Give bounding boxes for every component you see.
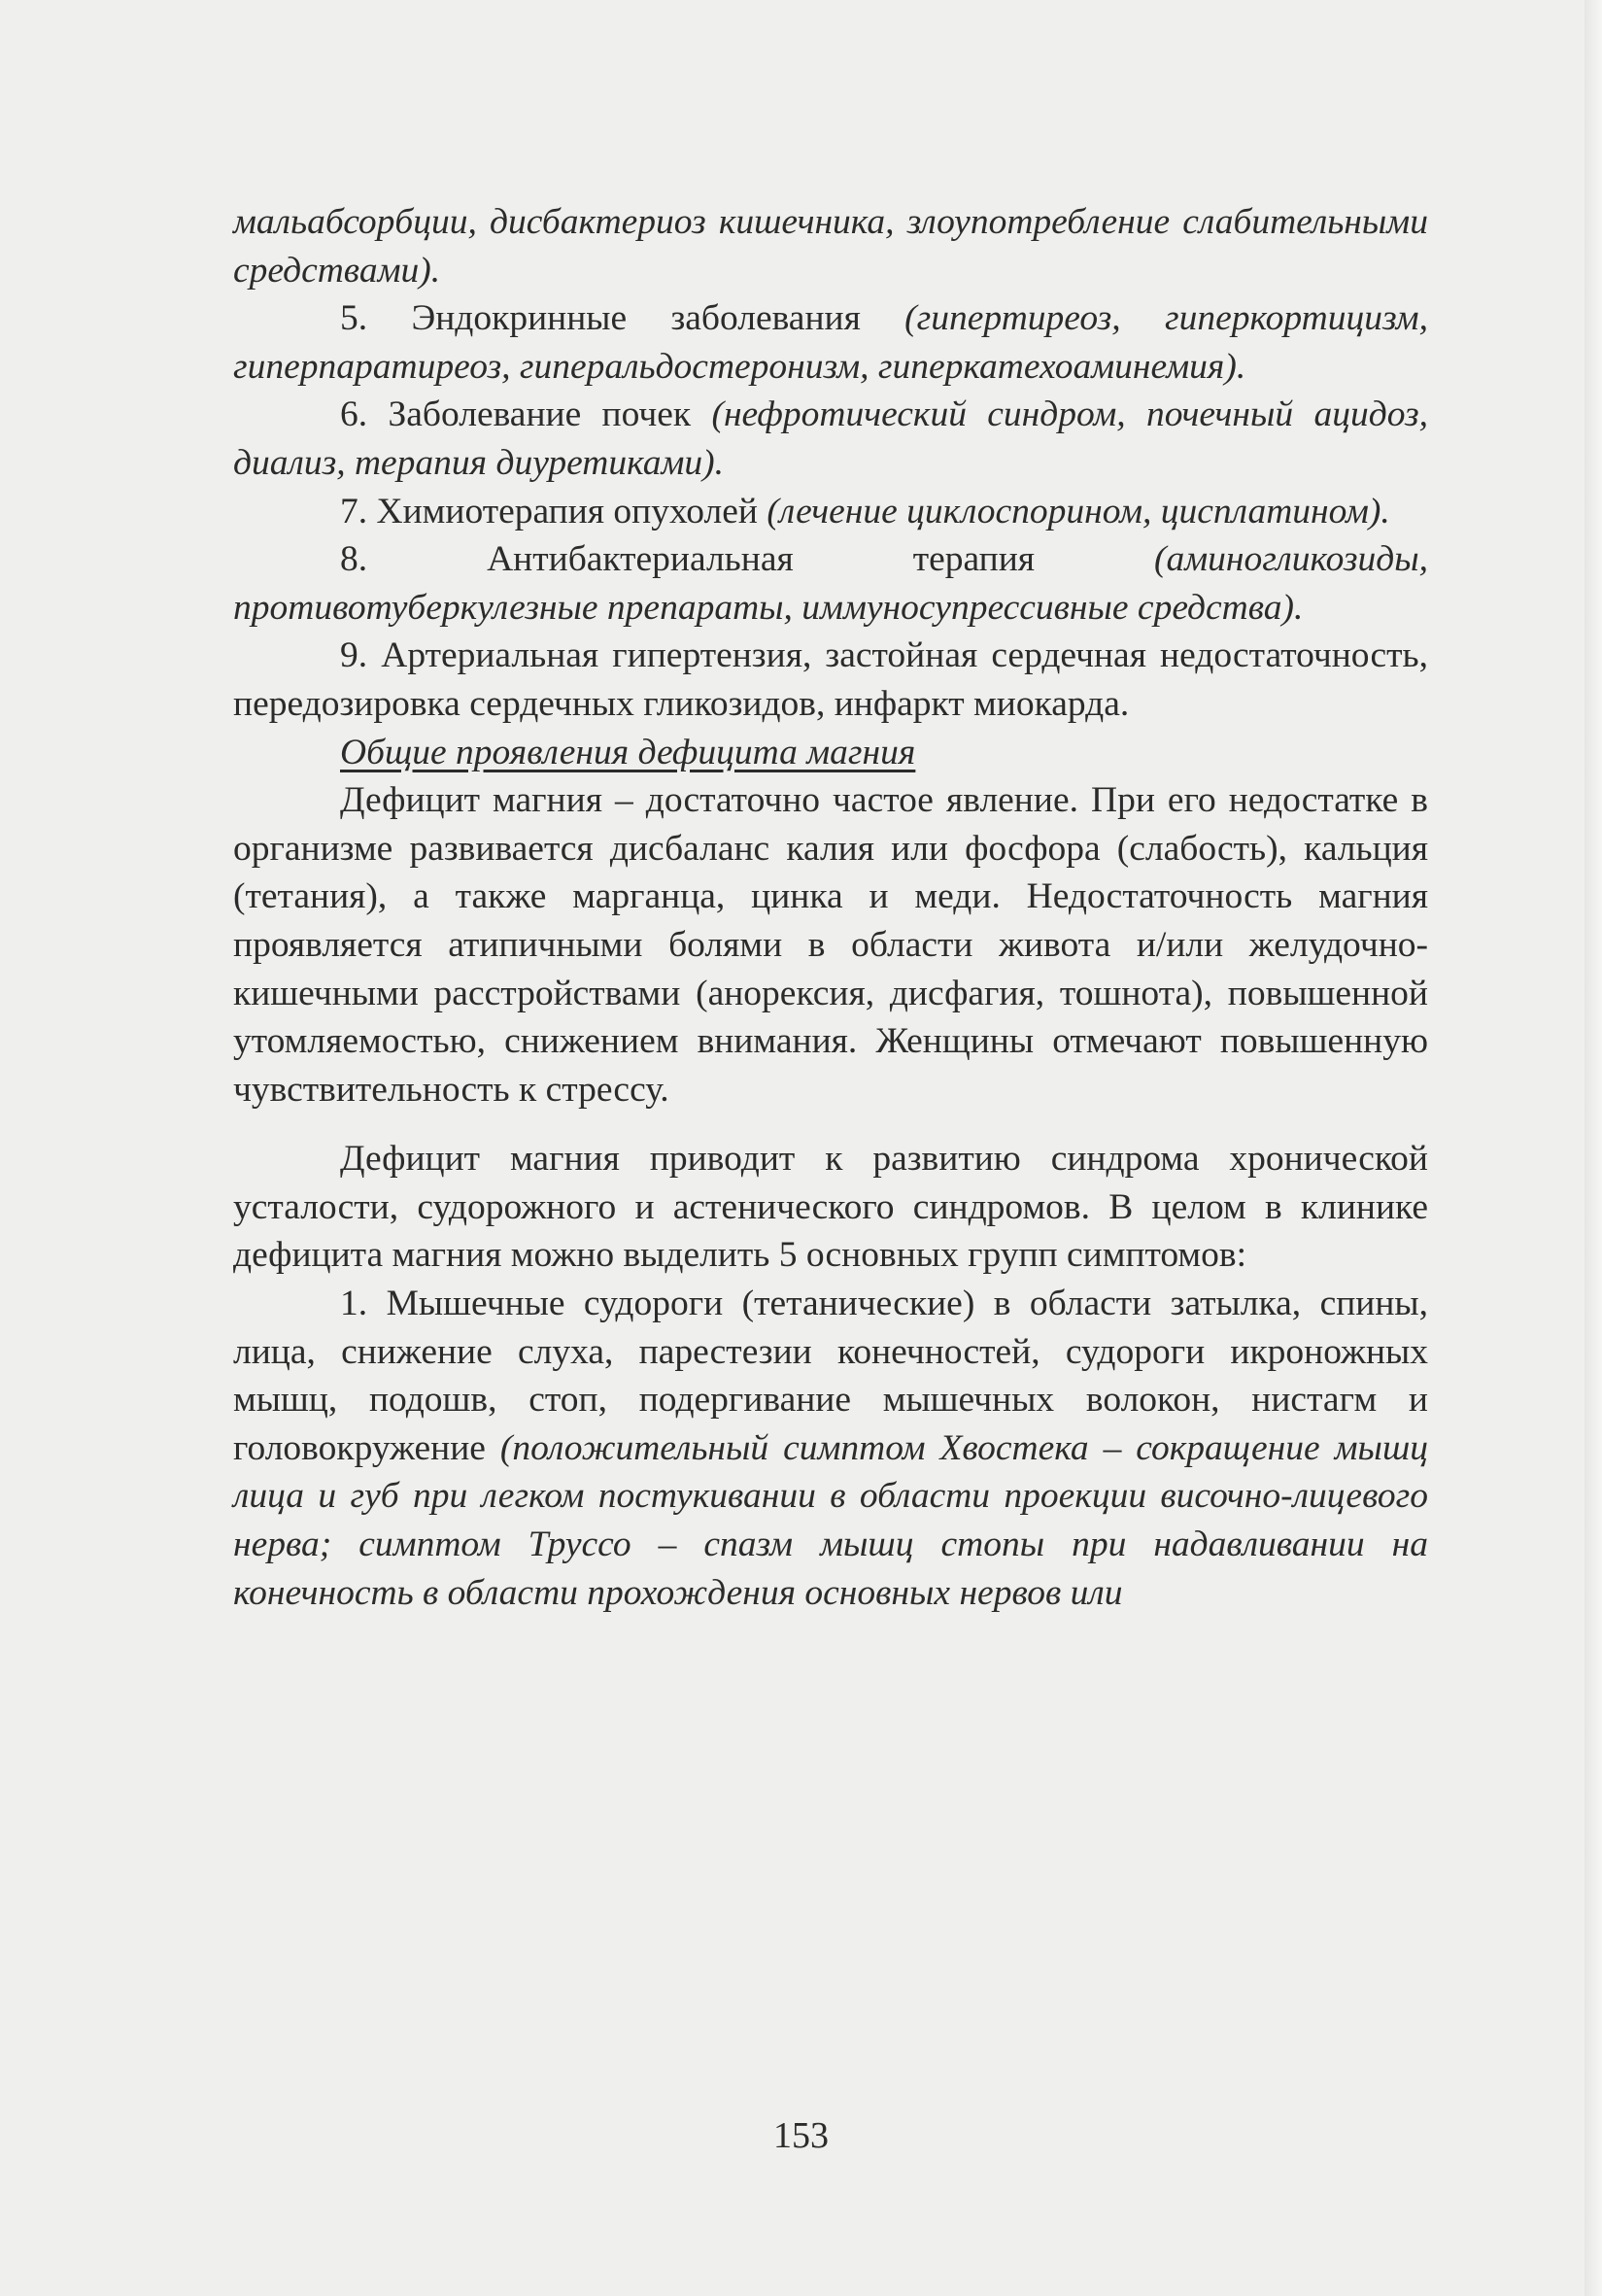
paragraph: [233, 1135, 1428, 1280]
page-edge: [1585, 0, 1602, 2296]
body-text: [233, 198, 1428, 1617]
text-run: Дефицит магния приводит к развитию синдрома хронической усталости, судорожного и астенического синдромов. В целом в клинике дефицита магния можно выделить 5 основных групп симптомов:: [233, 1139, 1428, 1276]
paragraph: [233, 535, 1428, 632]
paragraph: [233, 776, 1428, 1114]
italic-text: (гипертиреоз, гиперкортицизм, гиперпаратиреоз, гиперальдостеронизм, гиперкатехоаминемия).: [233, 298, 1428, 387]
text-run: 6. Заболевание почек: [340, 394, 712, 435]
paragraph: [233, 632, 1428, 728]
text-run: Дефицит магния – достаточно частое явление. При его недостатке в организме развивается дисбаланс калия или фосфора (слабость), кальция (тетания), а также марганца, цинка и меди. Недостаточность магния проявляется атипичными болями в области живота и/или желудочно-кишечными расстройствами (анорексия, дисфагия, тошнота), повышенной утомляемостью, снижением внимания. Женщины отмечают повышенную чувствительность к стрессу.: [233, 780, 1428, 1110]
paragraph: [233, 294, 1428, 391]
text-run: 5. Эндокринные заболевания: [340, 298, 905, 339]
italic-text: (нефротический синдром, почечный ацидоз, диализ, терапия диуретиками).: [233, 394, 1428, 483]
italic-text: (лечение циклоспорином, цисплатином).: [767, 491, 1390, 531]
paragraph: [233, 391, 1428, 487]
text-run: 1. Мышечные судороги (тетанические) в области затылка, спины, лица, снижение слуха, парестезии конечностей, судороги икроножных мышц, подошв, стоп, подергивание мышечных волокон, нистагм и головокружение: [233, 1284, 1428, 1468]
italic-text: мальабсорбции, дисбактериоз кишечника, злоупотребление слабительными средствами).: [233, 202, 1428, 291]
paragraph: [233, 1280, 1428, 1617]
paragraph: [233, 198, 1428, 294]
italic-text: (положительный симптом Хвостека – сокращение мышц лица и губ при легком постукивании в области проекции височно-лицевого нерва; симптом Труссо – спазм мышц стопы при надавливании на конечность в области прохождения основных нервов или: [233, 1427, 1429, 1613]
text-run: 7. Химиотерапия опухолей: [340, 491, 767, 531]
italic-text: (аминогликозиды, противотуберкулезные препараты, иммуносупрессивные средства).: [233, 539, 1428, 628]
page-number: 153: [773, 2115, 829, 2156]
paragraph: [233, 488, 1428, 536]
section-heading: Общие проявления дефицита магния: [340, 732, 916, 772]
text-run: 8. Антибактериальная терапия: [340, 539, 1154, 580]
text-run: 9. Артериальная гипертензия, застойная сердечная недостаточность, передозировка сердечных гликозидов, инфаркт миокарда.: [233, 635, 1428, 724]
